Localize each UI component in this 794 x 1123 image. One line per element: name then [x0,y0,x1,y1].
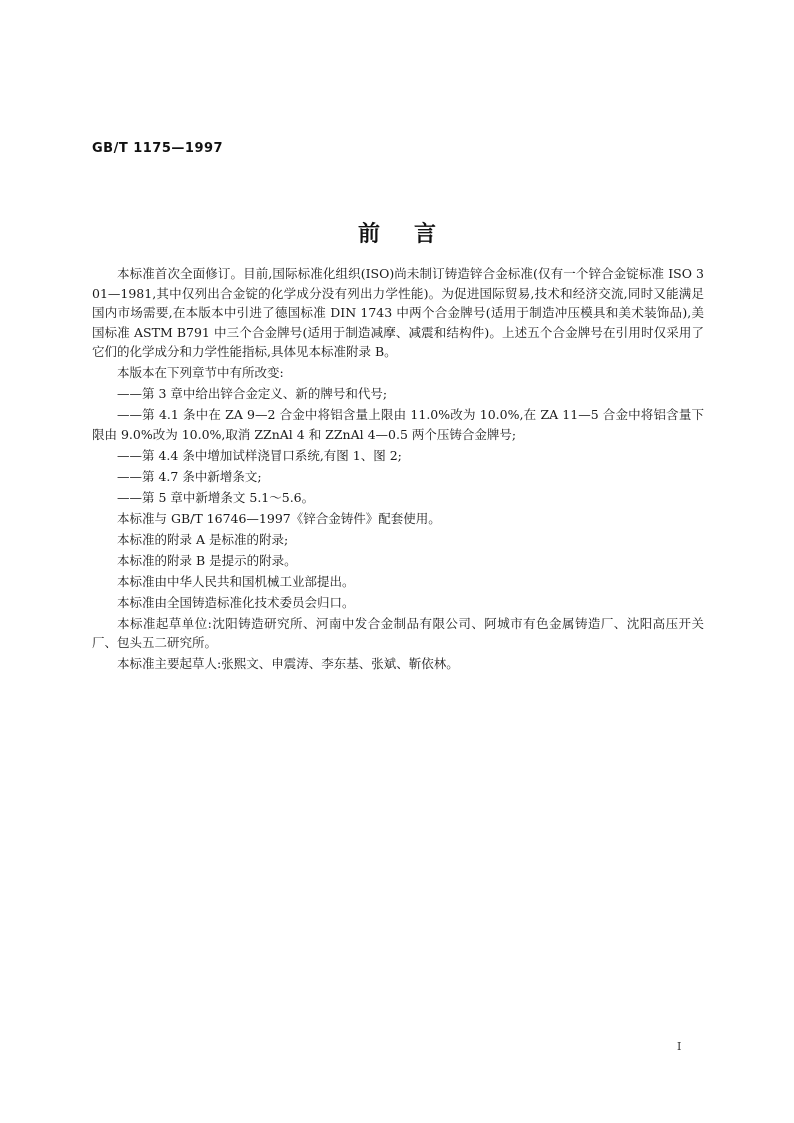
foreword-body [92,264,704,675]
standard-code: GB/T 1175—1997 [92,141,224,156]
page-number: I [677,1040,682,1053]
paragraph-committee: 本标准由全国铸造标准化技术委员会归口。 [117,594,355,610]
list-item: ——第 4.7 条中新增条文; [117,468,262,484]
paragraph-intro: 本标准首次全面修订。目前,国际标准化组织(ISO)尚未制订铸造锌合金标准(仅有一个锌合金锭标准 ISO 301—1981,其中仅列出合金锭的化学成分没有列出力学性能)。为促进国际贸易,技术和经济交流,同时又能满足国内市场需要,在本版本中引进了德国标准 DIN 1743 中两个合金牌号(适用于制造冲压模具和美术装饰品),美国标准 ASTM B791 中三个合金牌号(适用于制造减摩、减震和结构件)。上述五个合金牌号在引用时仅采用了它们的化学成分和力学性能指标,具体见本标准附录 B。 [92,266,704,359]
paragraph-proposer: 本标准由中华人民共和国机械工业部提出。 [117,573,355,589]
list-item: ——第 5 章中新增条文 5.1～5.6。 [117,489,315,505]
paragraph-changes-heading: 本版本在下列章节中有所改变: [117,365,284,380]
page-title: 前言 [357,222,470,247]
list-item: ——第 3 章中给出锌合金定义、新的牌号和代号; [117,386,388,401]
paragraph-appendix-a: 本标准的附录 A 是标准的附录; [117,531,289,547]
list-item: ——第 4.4 条中增加试样浇冒口系统,有图 1、图 2; [117,447,402,463]
list-item: ——第 4.1 条中在 ZA 9—2 合金中将铝含量上限由 11.0%改为 10.0%,在 ZA 11—5 合金中将铝含量下限由 9.0%改为 10.0%,取消 ZZnAl 4 和 ZZnAl 4—0.5 两个压铸合金牌号; [92,407,704,442]
paragraph-drafters: 本标准主要起草人:张熙文、申震涛、李东基、张斌、靳依林。 [117,656,459,671]
paragraph-appendix-b: 本标准的附录 B 是提示的附录。 [117,552,297,568]
paragraph-drafting-units: 本标准起草单位:沈阳铸造研究所、河南中发合金制品有限公司、阿城市有色金属铸造厂、沈阳高压开关厂、包头五二研究所。 [92,615,704,650]
paragraph-companion-standard: 本标准与 GB/T 16746—1997《锌合金铸件》配套使用。 [117,510,441,526]
